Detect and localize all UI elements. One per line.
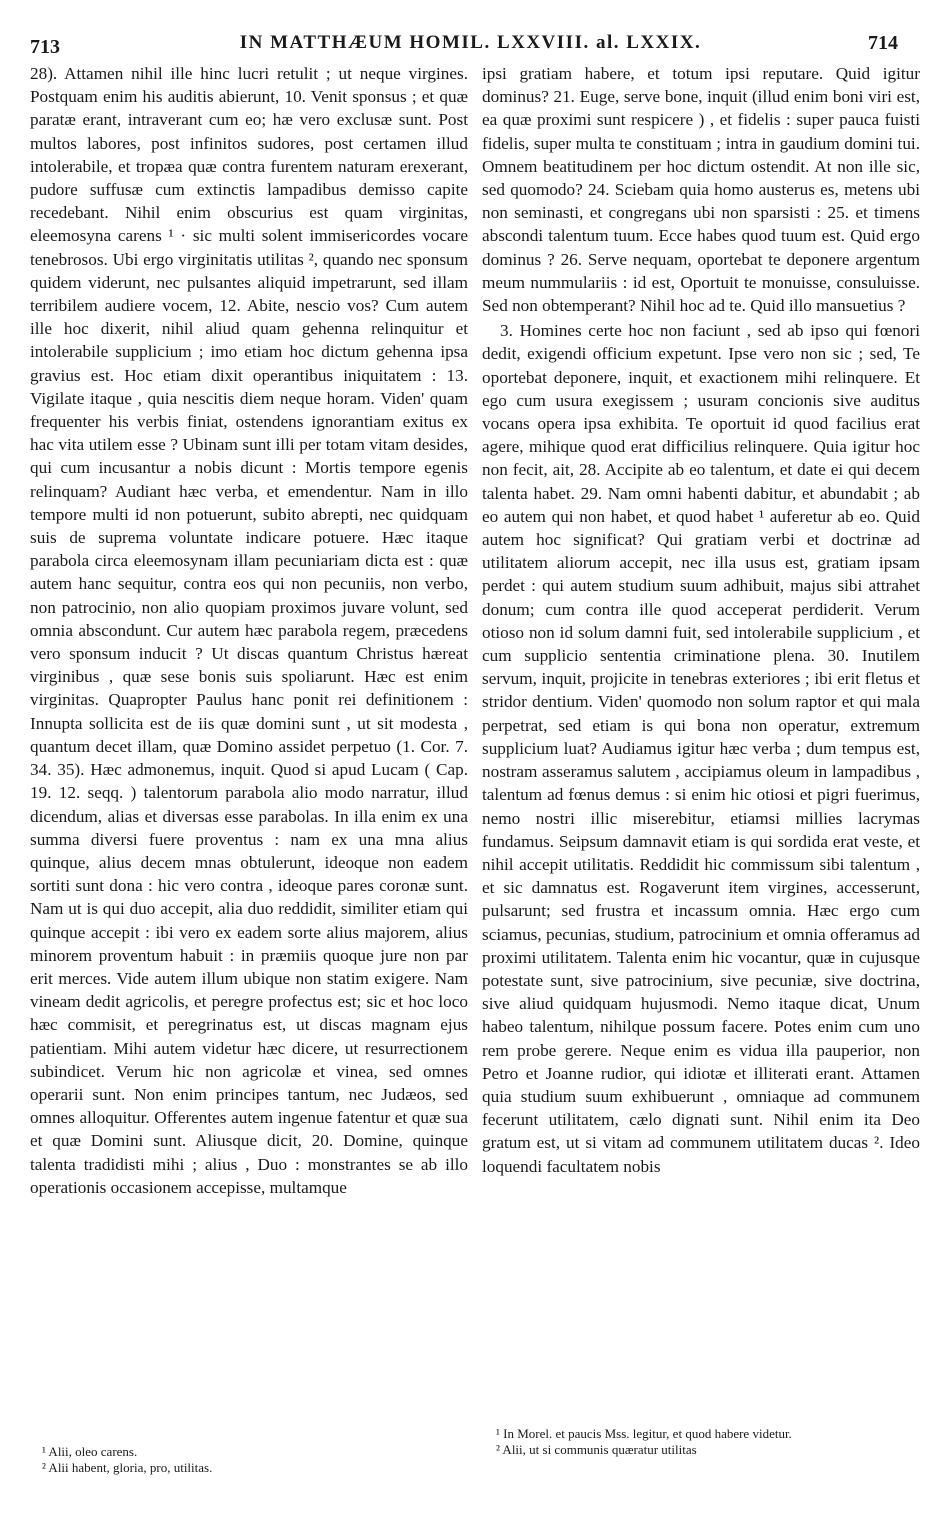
footnote: ² Alii habent, gloria, pro, utilitas.	[42, 1460, 213, 1475]
page-number-left: 713	[30, 36, 60, 58]
footnote: ¹ Alii, oleo carens.	[42, 1444, 138, 1459]
running-title: IN MATTHÆUM HOMIL. LXXVIII. al. LXXIX.	[239, 32, 702, 53]
footnote: ¹ In Morel. et paucis Mss. legitur, et quod habere videtur.	[496, 1426, 792, 1441]
right-column	[482, 62, 920, 1178]
left-column	[30, 62, 468, 1199]
paragraph: 3. Homines certe hoc non faciunt , sed ab ipso qui fœnori dedit, exigendi officium expetunt. Ipse vero non sic ; sed, Te oportebat deponere, inquit, et exactionem mihi relinquere. Et ego cum usura exegissem ; usuram concionis sive auditus vocans opera ipsa exhibita. Te oportuit id quod facilius erat agere, mihique quod erat difficilius relinquere. Quia igitur hoc non fecit, ait, 28. Accipite ab eo talentum, et date ei qui decem talenta habet. 29. Nam omni habenti dabitur, et abundabit ; ab eo autem qui non habet, et quod habet ¹ auferetur ab eo. Quid autem hoc significat? Qui gratiam verbi et doctrinæ ad utilitatem aliorum accepit, nec illa usus est, gratiam ipsam perdet : qui autem studium suum adhibuit, majus sibi attrahet donum; cum contra ille quod acceperat perdiderit. Verum otioso non id solum damni fuit, sed intolerabile supplicium , et cum supplicio sententia criminatione plena. 30. Inutilem servum, inquit, projicite in tenebras exteriores ; ibi erit fletus et stridor dentium. Viden' quomodo non solum raptor et qui mala perpetrat, sed etiam is qui bona non operatur, extremum supplicium luat? Audiamus igitur hæc verba ; dum tempus est, nostram asseramus salutem , accipiamus oleum in lampadibus , talentum ad fœnus demus : si enim hic otiosi et pigri fuerimus, nemo nostri illic miserebitur, etiamsi millies lacrymas fundamus. Seipsum damnavit etiam is qui sordida erat veste, et nihil accepit utilitatis. Reddidit hic commissum sibi talentum , et sic damnatus est. Rogaverunt item virgines, accesserunt, pulsarunt; sed frustra et incassum omnia. Hæc ergo cum sciamus, pecunias, studium, patrocinium et omnia offeramus ad proximi utilitatem. Talenta enim hic vocantur, quæ in cujusque potestate sunt, sive patrocinium, sive pecuniæ, sive doctrina, sive aliud quidquam hujusmodi. Nemo itaque dicat, Unum habeo talentum, nihilque possum facere. Potes enim cum uno rem probe gerere. Neque enim es vidua illa pauperior, non Petro et Joanne rudior, qui idiotæ et illiterati erant. Attamen quia studium suum exhibuerunt , omniaque ad communem fecerunt utilitatem, cælo dignati sunt. Nihil enim ita Deo gratum est, ut si vitam ad communem utilitatem ducas ². Ideo loquendi facultatem nobis	[482, 321, 920, 1176]
paragraph: 28). Attamen nihil ille hinc lucri retulit ; ut neque virgines. Postquam enim his auditis abierunt, 10. Venit sponsus ; et quæ paratæ erant, intraverant cum eo; hæ vero exclusæ sunt. Post multos labores, post infinitos sudores, post certamen illud intolerabile, et tropæa quæ contra furentem naturam erexerant, pudore suffusæ cum extinctis lampadibus demisso capite recedebant. Nihil enim obscurius est quam virginitas, eleemosyna carens ¹ · sic multi solent immisericordes vocare tenebrosos. Ubi ergo virginitatis utilitas ², quando nec sponsum quidem viderunt, nec pulsantes aliquid impetrarunt, sed illam terribilem audiere vocem, 12. Abite, nescio vos? Cum autem ille hoc dixerit, nihil aliud quam gehenna relinquitur et intolerabile supplicium ; imo etiam hoc dictum gehenna ipsa gravius est. Hoc etiam dixit operantibus iniquitatem : 13. Vigilate itaque , quia nescitis diem neque horam. Viden' quam frequenter his verbis finiat, ostendens ignorantiam exitus ex hac vita utilem esse ? Ubinam sunt illi per totam vitam desides, qui cum incusantur a nobis dicunt : Mortis tempore egenis relinquam? Audiant hæc verba, et emendentur. Nam in illo tempore multi id non potuerunt, subito abrepti, nec quidquam suis de suprema voluntate indicare potuere. Hæc itaque parabola circa eleemosynam illam pecuniariam dicta est : quæ autem hanc sequitur, contra eos qui non pecuniis, non verbo, non patrocinio, non alio quopiam proximos juvare volunt, sed omnia abscondunt. Cur autem hæc parabola regem, præcedens vero sponsum inducit ? Ut discas quantum Christus hæreat virginibus , quæ sese bonis suis spoliarunt. Hæc est enim virginitas. Quapropter Paulus hanc ponit rei definitionem : Innupta sollicita est de iis quæ domini sunt , ut sit modesta , quantum decet illam, quæ Domino assidet perpetuo (1. Cor. 7. 34. 35). Hæc admonemus, inquit. Quod si apud Lucam ( Cap. 19. 12. seqq. ) talentorum parabola alio modo narratur, illud dicendum, alias et diversas esse parabolas. In illa enim ex una summa diversi fuere proventus : nam ex una mna alius quinque, alius decem mnas obtulerunt, ideoque non eadem sortiti sunt dona : hic vero contra , ideoque pares coronæ sunt. Nam ut is qui duo accepit, alia duo reddidit, similiter etiam qui quinque accepit : ibi vero ex eadem sorte alius majorem, alius minorem proventum habuit : in præmiis quoque jure non par erit merces. Vide autem illum ubique non statim exigere. Nam vineam dedit agricolis, et peregre profectus est; sic et hoc loco hæc commisit, et peregrinatus est, ut discas magnam ejus patientiam. Mihi autem videtur hæc dicere, ut resurrectionem subindicet. Verum hic non agricolæ et vinea, sed omnes operarii sunt. Non enim principes tantum, nec Judæos, sed omnes alloquitur. Offerentes autem ingenue fatentur et quæ sua et quæ Domini sunt. Aliusque dicit, 20. Domine, quinque talenta tradidisti mihi ; alius , Duo : monstrantes se ab illo operationis occasionem accepisse, multamque	[30, 64, 468, 1197]
footnotes-right	[496, 1426, 916, 1458]
page-header	[0, 28, 941, 58]
paragraph: ipsi gratiam habere, et totum ipsi reputare. Quid igitur dominus? 21. Euge, serve bone, inquit (illud enim boni viri est, ea quæ proximi sunt respicere ) , et fidelis : super pauca fuisti fidelis, super multa te constituam ; intra in gaudium domini tui. Omnem beatitudinem per hoc dictum ostendit. At non ille sic, sed quomodo? 24. Sciebam quia homo austerus es, metens ubi non seminasti, et congregans ubi non sparsisti : 25. et timens abscondi talentum tuum. Ecce habes quod tuum est. Quid ergo dominus ? 26. Serve nequam, oportebat te deponere argentum meum nummulariis : id est, Oportuit te monuisse, consuluisse. Sed non obtemperant? Nihil hoc ad te. Quid illo mansuetius ?	[482, 64, 920, 316]
page-number-right: 714	[868, 32, 898, 54]
footnote: ² Alii, ut si communis quæratur utilitas	[496, 1442, 697, 1457]
footnotes-left	[42, 1444, 462, 1476]
